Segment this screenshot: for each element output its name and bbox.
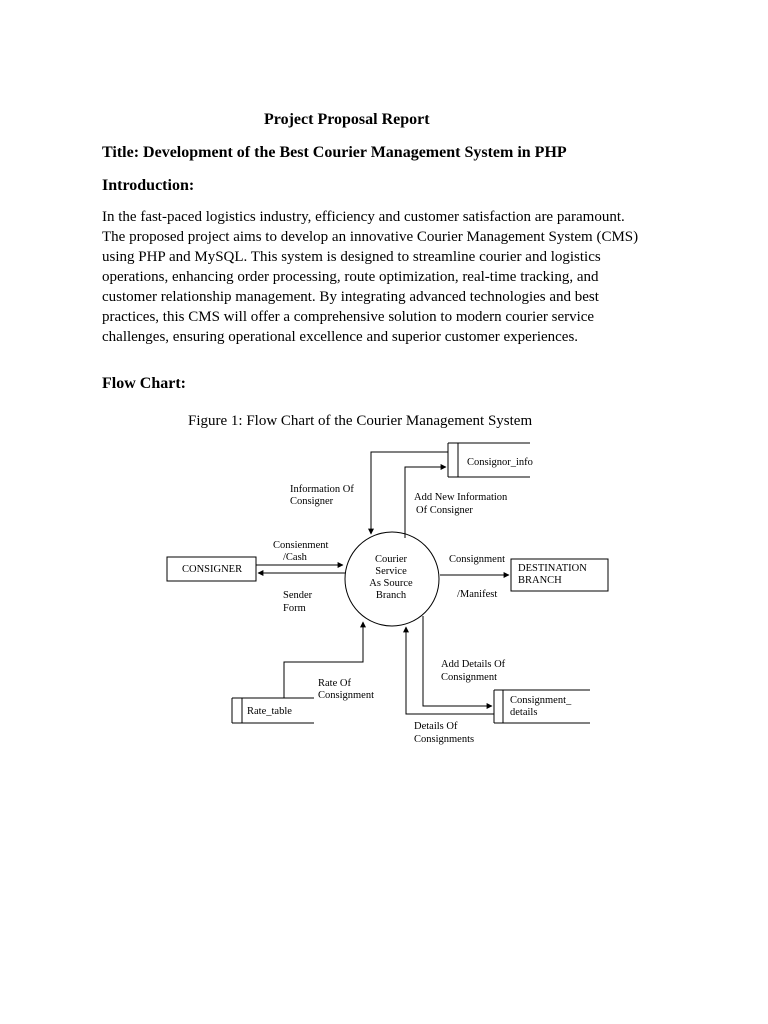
details-of-consignments-arrow — [406, 627, 494, 714]
flow-chart-heading: Flow Chart: — [102, 375, 186, 392]
flow-label: Details Of — [414, 721, 458, 732]
flow-label: Consignment — [449, 554, 506, 565]
flow-label: Consignments — [414, 734, 475, 745]
flow-label: Information Of — [290, 484, 354, 495]
introduction-heading: Introduction: — [102, 177, 195, 194]
flow-label: Consienment — [273, 540, 329, 551]
process-label: Service — [375, 566, 407, 577]
intro-line: In the fast-paced logistics industry, efficiency and customer satisfaction are paramount. — [102, 209, 625, 225]
flow-label: Add Details Of — [441, 659, 506, 670]
figure-caption: Figure 1: Flow Chart of the Courier Management System — [188, 413, 533, 429]
flow-label: Sender — [283, 590, 313, 601]
process-label: Branch — [375, 590, 407, 601]
flow-label: Of Consigner — [416, 505, 473, 516]
process-label: Courier — [374, 554, 408, 565]
project-title: Title: Development of the Best Courier Management System in PHP — [102, 144, 567, 161]
intro-line: The proposed project aims to develop an innovative Courier Management System (CMS) — [102, 229, 639, 245]
process-label: As Source — [369, 578, 413, 589]
intro-line: operations, enhancing order processing, route optimization, real-time tracking, and — [102, 269, 599, 285]
destination-entity-label: DESTINATION — [518, 563, 587, 574]
consignment-details-label: Consignment_ — [510, 695, 572, 706]
intro-line: challenges, ensuring operational excellence and superior customer experiences. — [102, 329, 579, 345]
consigner-entity-label: CONSIGNER — [182, 564, 243, 575]
consignment-details-label: details — [510, 707, 538, 718]
flow-label: /Cash — [283, 552, 307, 563]
intro-line: practices, this CMS will offer a comprehensive solution to modern courier service — [102, 309, 595, 325]
consignor-info-label: Consignor_info — [467, 457, 533, 468]
destination-entity-label: BRANCH — [518, 575, 562, 586]
flow-label: Add New Information — [414, 492, 508, 503]
flow-label: Rate Of — [318, 678, 351, 689]
report-title: Project Proposal Report — [264, 111, 430, 128]
flow-label: /Manifest — [457, 589, 498, 600]
flow-label: Form — [283, 603, 306, 614]
intro-line: customer relationship management. By integrating advanced technologies and best — [102, 289, 599, 305]
flow-label: Consignment — [318, 690, 375, 701]
flow-label: Consigner — [290, 496, 334, 507]
flow-label: Consignment — [441, 672, 498, 683]
intro-line: using PHP and MySQL. This system is designed to streamline courier and logistics — [102, 249, 601, 265]
rate-table-label: Rate_table — [247, 706, 292, 717]
